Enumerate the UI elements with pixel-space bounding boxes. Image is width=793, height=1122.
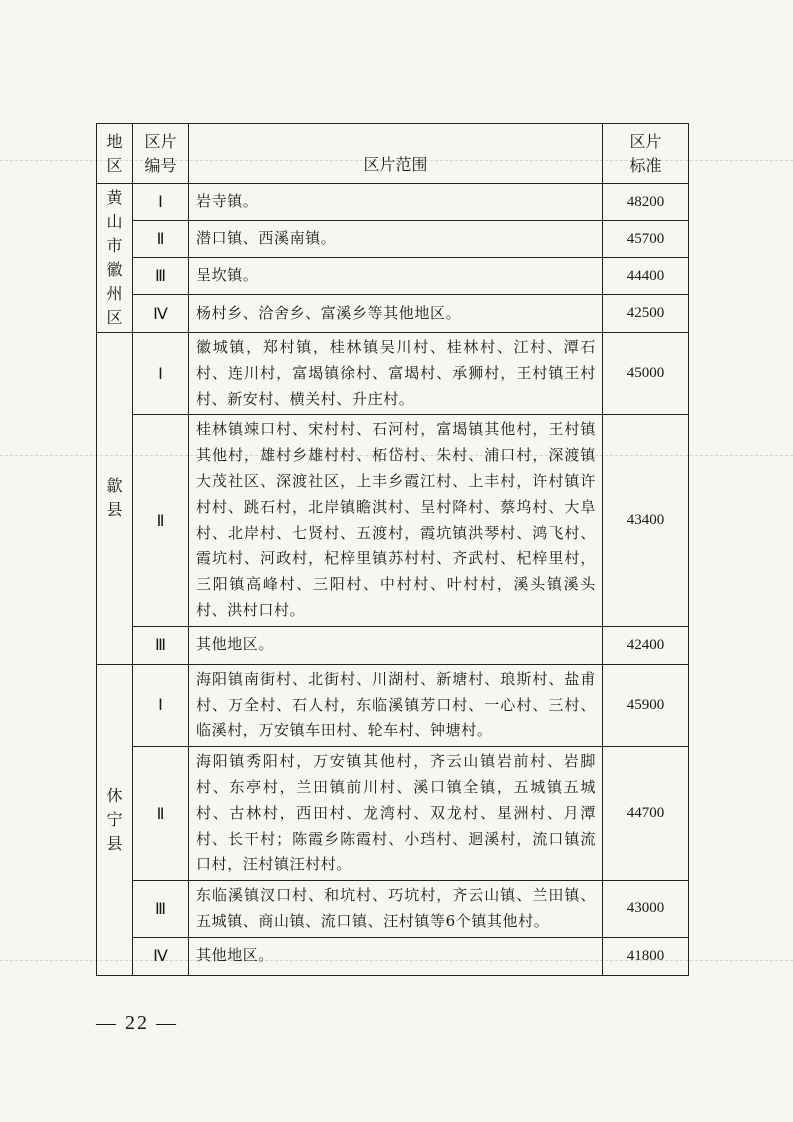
- region-char: 黄: [106, 188, 123, 207]
- zone-number: Ⅳ: [133, 295, 189, 333]
- table-row: [97, 747, 689, 881]
- zone-standard: 48200: [603, 184, 689, 221]
- zone-number: Ⅳ: [133, 937, 189, 975]
- zone-standard: 45000: [603, 333, 689, 415]
- zone-number: Ⅲ: [133, 881, 189, 938]
- zone-standard: 43000: [603, 881, 689, 938]
- region-char: 徽: [106, 260, 123, 279]
- land-price-table: [96, 123, 689, 976]
- header-zone-line: 区片: [144, 131, 177, 151]
- table-row: [97, 415, 689, 626]
- zone-number: Ⅱ: [133, 221, 189, 258]
- zone-scope: 海阳镇南街村、北街村、川湖村、新塘村、琅斯村、盐甫村、万全村、石人村，东临溪镇芳口村、一心村、三村、临溪村，万安镇车田村、轮车村、钟塘村。: [189, 664, 603, 746]
- zone-scope: 其他地区。: [189, 937, 603, 975]
- header-standard: [603, 124, 689, 184]
- table-row: [97, 937, 689, 975]
- header-region: [97, 124, 133, 184]
- region-char: 州: [106, 284, 123, 303]
- page-number: — 22 —: [96, 1012, 178, 1034]
- region-shexian: [97, 333, 133, 665]
- header-scope: 区片范围: [189, 124, 603, 184]
- table-row: [97, 295, 689, 333]
- region-char: 市: [106, 236, 123, 255]
- zone-scope: 东临溪镇汊口村、和坑村、巧坑村，齐云山镇、兰田镇、五城镇、商山镇、流口镇、汪村镇等6个镇其他村。: [189, 881, 603, 938]
- region-char: 县: [106, 500, 123, 520]
- region-char: 宁: [106, 809, 123, 829]
- zone-standard: 44400: [603, 258, 689, 295]
- zone-number: Ⅰ: [133, 664, 189, 746]
- zone-standard: 45900: [603, 664, 689, 746]
- region-char: 山: [106, 212, 123, 231]
- header-standard-line: 区片: [629, 131, 662, 151]
- zone-scope: 岩寺镇。: [189, 184, 603, 221]
- zone-number: Ⅲ: [133, 626, 189, 664]
- zone-standard: 41800: [603, 937, 689, 975]
- zone-scope: 杨村乡、洽舍乡、富溪乡等其他地区。: [189, 295, 603, 333]
- table-row: [97, 258, 689, 295]
- zone-scope: 桂林镇竦口村、宋村村、石河村，富堨镇其他村，王村镇其他村，雄村乡雄村村、柘岱村、朱村、浦口村，深渡镇大茂社区、深渡社区，上丰乡霞江村、上丰村，许村镇许村村、跳石村，北岸镇瞻淇村、呈村降村、蔡坞村、大阜村、北岸村、七贤村、五渡村，霞坑镇洪琴村、鸿飞村、霞坑村、河政村，杞梓里镇苏村村、齐武村、杞梓里村，三阳镇高峰村、三阳村、中村村、叶村村，溪头镇溪头村、洪村口村。: [189, 415, 603, 626]
- zone-number: Ⅱ: [133, 415, 189, 626]
- table-row: [97, 881, 689, 938]
- header-region-line: 地: [106, 131, 123, 151]
- header-zone-number: [133, 124, 189, 184]
- table-row: [97, 333, 689, 415]
- region-char: 歙: [106, 476, 123, 496]
- table-row: [97, 221, 689, 258]
- zone-number: Ⅱ: [133, 747, 189, 881]
- region-char: 县: [106, 833, 123, 853]
- region-xiuning: [97, 664, 133, 975]
- header-zone-line: 编号: [144, 155, 177, 175]
- zone-standard: 45700: [603, 221, 689, 258]
- zone-standard: 42500: [603, 295, 689, 333]
- zone-standard: 43400: [603, 415, 689, 626]
- header-standard-line: 标准: [629, 155, 662, 175]
- region-huizhou: [97, 184, 133, 333]
- table-row: [97, 664, 689, 746]
- region-char: 休: [106, 785, 123, 805]
- zone-scope: 徽城镇，郑村镇，桂林镇吴川村、桂林村、江村、潭石村、连川村，富堨镇徐村、富堨村、承狮村，王村镇王村村、新安村、横关村、升庄村。: [189, 333, 603, 415]
- zone-number: Ⅰ: [133, 184, 189, 221]
- zone-scope: 海阳镇秀阳村，万安镇其他村，齐云山镇岩前村、岩脚村、东亭村，兰田镇前川村、溪口镇全镇，五城镇五城村、古林村，西田村、龙湾村、双龙村、星洲村、月潭村、长干村；陈霞乡陈霞村、小珰村、迴溪村，流口镇流口村，汪村镇汪村村。: [189, 747, 603, 881]
- table-row: [97, 626, 689, 664]
- zone-number: Ⅰ: [133, 333, 189, 415]
- table-row: [97, 184, 689, 221]
- region-char: 区: [106, 308, 123, 327]
- zone-number: Ⅲ: [133, 258, 189, 295]
- zone-standard: 42400: [603, 626, 689, 664]
- zone-scope: 潜口镇、西溪南镇。: [189, 221, 603, 258]
- zone-standard: 44700: [603, 747, 689, 881]
- header-row: [97, 124, 689, 184]
- zone-scope: 呈坎镇。: [189, 258, 603, 295]
- header-region-line: 区: [106, 155, 123, 175]
- zone-scope: 其他地区。: [189, 626, 603, 664]
